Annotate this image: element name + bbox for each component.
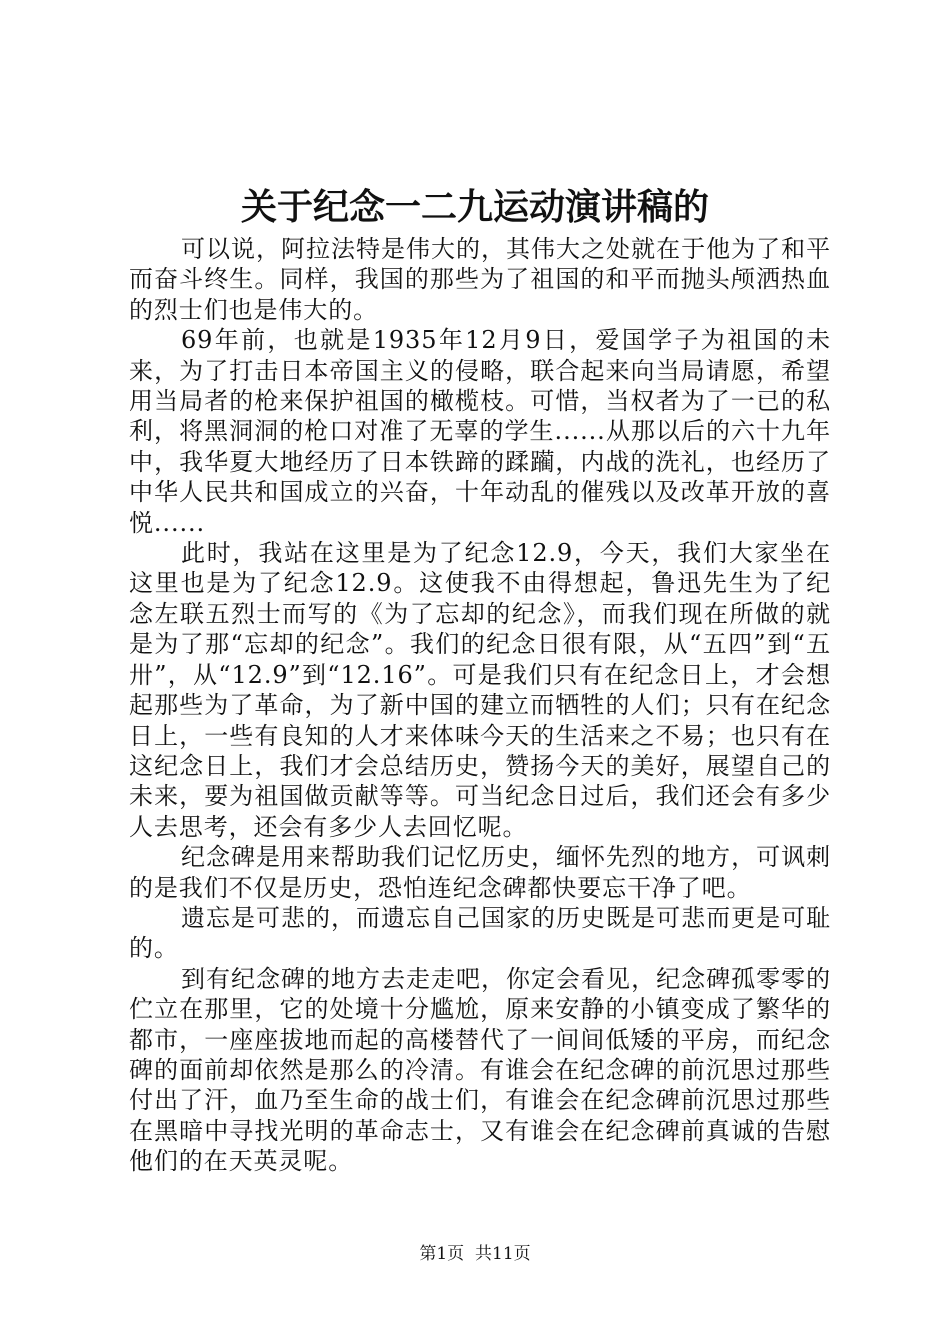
paragraph: 到有纪念碑的地方去走走吧，你定会看见，纪念碑孤零零的伫立在那里，它的处境十分尴尬，原来安静的小镇变成了繁华的都市，一座座拔地而起的高楼替代了一间间低矮的平房，而纪念碑的面前却依然是那么的冷清。有谁会在纪念碑的前沉思过那些付出了汗，血乃至生命的战士们，有谁会在纪念碑前沉思过那些在黑暗中寻找光明的革命志士，又有谁会在纪念碑前真诚的告慰他们的在天英灵呢。 (129, 964, 831, 1176)
paragraph: 遗忘是可悲的，而遗忘自己国家的历史既是可悲而更是可耻的。 (129, 903, 831, 963)
document-title: 关于纪念一二九运动演讲稿的 (240, 187, 709, 228)
paragraph: 此时，我站在这里是为了纪念12.9，今天，我们大家坐在这里也是为了纪念12.9。这使我不由得想起，鲁迅先生为了纪念左联五烈士而写的《为了忘却的纪念》，而我们现在所做的就是为了那“忘却的纪念”。我们的纪念日很有限，从“五四”到“五卅”，从“12.9”到“12.16”。可是我们只有在纪念日上，才会想起那些为了革命，为了新中国的建立而牺牲的人们；只有在纪念日上，一些有良知的人才来体味今天的生活来之不易；也只有在这纪念日上，我们才会总结历史，赞扬今天的美好，展望自己的未来，要为祖国做贡献等等。可当纪念日过后，我们还会有多少人去思考，还会有多少人去回忆呢。 (129, 539, 831, 841)
paragraph: 可以说，阿拉法特是伟大的，其伟大之处就在于他为了和平而奋斗终生。同样，我国的那些为了祖国的和平而抛头颅洒热血的烈士们也是伟大的。 (129, 235, 831, 324)
page-number: 第1页 (419, 1244, 465, 1264)
paragraph: 69年前，也就是1935年12月9日，爱国学子为祖国的未来，为了打击日本帝国主义的侵略，联合起来向当局请愿，希望用当局者的枪来保护祖国的橄榄枝。可惜，当权者为了一已的私利，将黑洞洞的枪口对准了无辜的学生......从那以后的六十九年中，我华夏大地经历了日本铁蹄的蹂躏，内战的洗礼，也经历了中华人民共和国成立的兴奋，十年动乱的催残以及改革开放的喜悦...... (129, 326, 831, 537)
footer-spacer (464, 1244, 475, 1264)
page-footer (0, 1243, 950, 1265)
paragraph: 纪念碑是用来帮助我们记忆历史，缅怀先烈的地方，可讽刺的是我们不仅是历史，恐怕连纪念碑都快要忘干净了吧。 (129, 843, 831, 902)
document-body (129, 234, 831, 1177)
page-total: 共11页 (475, 1244, 531, 1264)
